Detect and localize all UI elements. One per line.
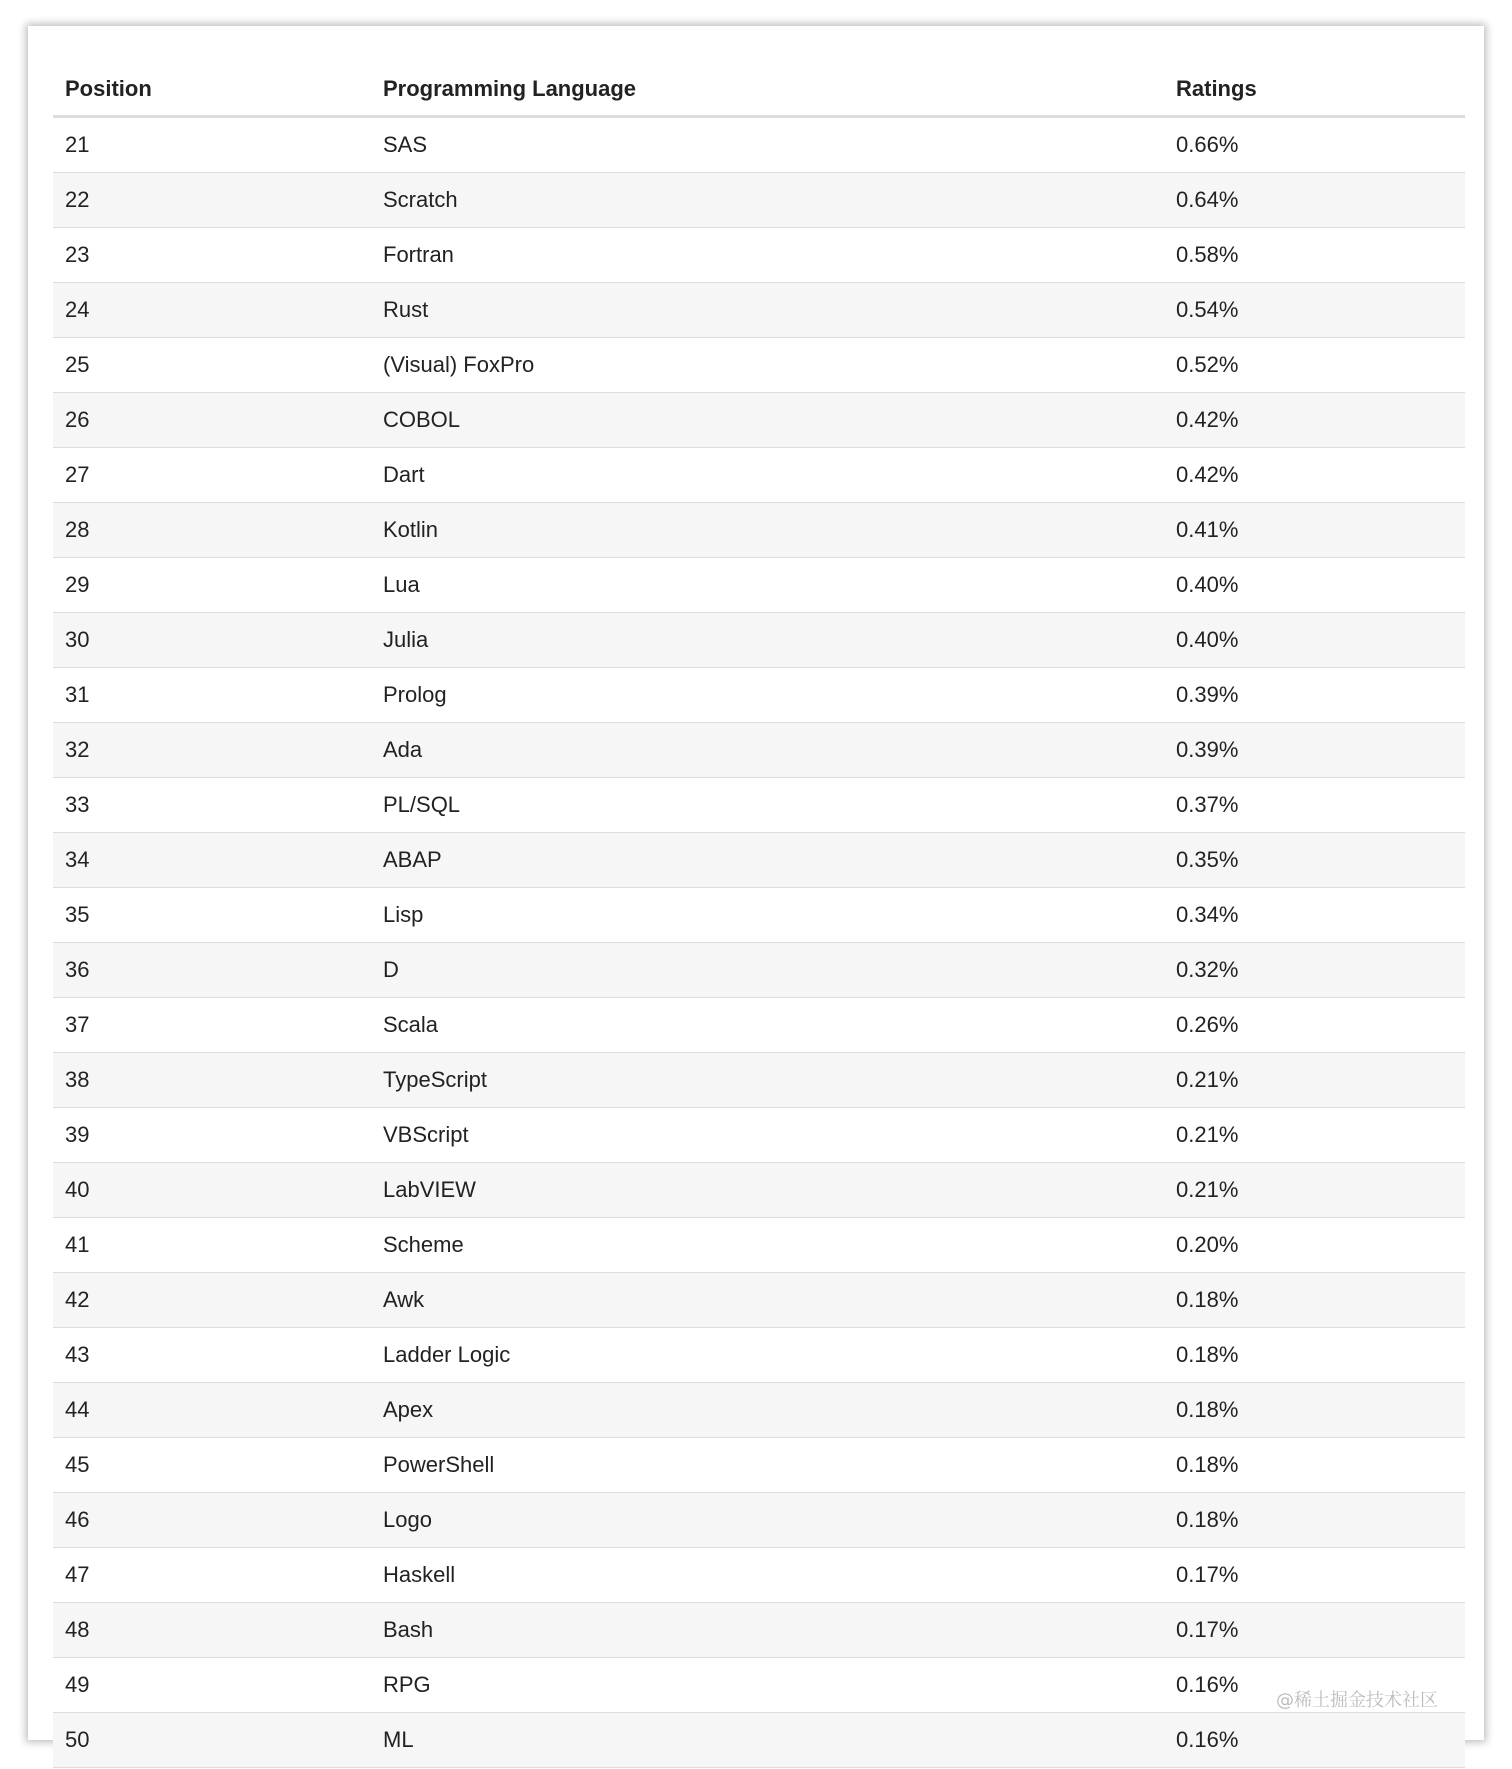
cell-programming-language: Scratch <box>371 173 1164 228</box>
cell-position: 43 <box>53 1328 371 1383</box>
cell-rating: 0.39% <box>1164 668 1465 723</box>
cell-position: 33 <box>53 778 371 833</box>
cell-position: 34 <box>53 833 371 888</box>
header-row <box>53 62 1465 117</box>
table-row <box>53 283 1465 338</box>
cell-programming-language: Ada <box>371 723 1164 778</box>
table-row <box>53 448 1465 503</box>
cell-position: 30 <box>53 613 371 668</box>
cell-rating: 0.18% <box>1164 1328 1465 1383</box>
cell-rating: 0.17% <box>1164 1603 1465 1658</box>
table-row <box>53 173 1465 228</box>
cell-position: 27 <box>53 448 371 503</box>
table-header <box>53 62 1465 117</box>
cell-rating: 0.39% <box>1164 723 1465 778</box>
cell-programming-language: SAS <box>371 117 1164 173</box>
cell-rating: 0.18% <box>1164 1493 1465 1548</box>
cell-position: 48 <box>53 1603 371 1658</box>
cell-rating: 0.64% <box>1164 173 1465 228</box>
table-row <box>53 558 1465 613</box>
watermark: @稀土掘金技术社区 <box>1276 1690 1438 1711</box>
cell-rating: 0.58% <box>1164 228 1465 283</box>
table-row <box>53 117 1465 173</box>
cell-position: 36 <box>53 943 371 998</box>
table-row <box>53 1108 1465 1163</box>
cell-programming-language: TypeScript <box>371 1053 1164 1108</box>
table-row <box>53 1383 1465 1438</box>
cell-position: 24 <box>53 283 371 338</box>
cell-programming-language: Prolog <box>371 668 1164 723</box>
cell-programming-language: COBOL <box>371 393 1164 448</box>
cell-programming-language: ABAP <box>371 833 1164 888</box>
cell-rating: 0.20% <box>1164 1218 1465 1273</box>
cell-position: 38 <box>53 1053 371 1108</box>
table-row <box>53 1053 1465 1108</box>
table-row <box>53 393 1465 448</box>
table-row <box>53 943 1465 998</box>
cell-rating: 0.42% <box>1164 448 1465 503</box>
cell-programming-language: Logo <box>371 1493 1164 1548</box>
cell-rating: 0.26% <box>1164 998 1465 1053</box>
cell-rating: 0.18% <box>1164 1383 1465 1438</box>
cell-position: 23 <box>53 228 371 283</box>
cell-position: 50 <box>53 1713 371 1768</box>
cell-programming-language: PL/SQL <box>371 778 1164 833</box>
language-ratings-table <box>53 62 1465 1768</box>
cell-position: 32 <box>53 723 371 778</box>
cell-rating: 0.21% <box>1164 1108 1465 1163</box>
table-row <box>53 1328 1465 1383</box>
cell-rating: 0.21% <box>1164 1163 1465 1218</box>
table-row <box>53 613 1465 668</box>
cell-rating: 0.37% <box>1164 778 1465 833</box>
cell-programming-language: VBScript <box>371 1108 1164 1163</box>
cell-position: 29 <box>53 558 371 613</box>
cell-programming-language: D <box>371 943 1164 998</box>
cell-programming-language: LabVIEW <box>371 1163 1164 1218</box>
cell-programming-language: Rust <box>371 283 1164 338</box>
cell-rating: 0.18% <box>1164 1273 1465 1328</box>
cell-rating: 0.41% <box>1164 503 1465 558</box>
table-row <box>53 1438 1465 1493</box>
cell-programming-language: Julia <box>371 613 1164 668</box>
cell-programming-language: Bash <box>371 1603 1164 1658</box>
cell-programming-language: Scala <box>371 998 1164 1053</box>
cell-position: 35 <box>53 888 371 943</box>
cell-rating: 0.32% <box>1164 943 1465 998</box>
table-body <box>53 117 1465 1768</box>
table-row <box>53 888 1465 943</box>
cell-programming-language: Fortran <box>371 228 1164 283</box>
table-row <box>53 778 1465 833</box>
cell-rating: 0.16% <box>1164 1658 1465 1713</box>
table-row <box>53 668 1465 723</box>
header-programming-language: Programming Language <box>371 62 1164 117</box>
header-ratings: Ratings <box>1164 62 1465 117</box>
cell-position: 21 <box>53 117 371 173</box>
cell-position: 39 <box>53 1108 371 1163</box>
cell-rating: 0.40% <box>1164 613 1465 668</box>
cell-position: 31 <box>53 668 371 723</box>
cell-rating: 0.40% <box>1164 558 1465 613</box>
table-row <box>53 1163 1465 1218</box>
table-row <box>53 1713 1465 1768</box>
ratings-card <box>28 26 1484 1752</box>
cell-programming-language: Awk <box>371 1273 1164 1328</box>
cell-position: 45 <box>53 1438 371 1493</box>
table-row <box>53 1273 1465 1328</box>
table-row <box>53 1493 1465 1548</box>
cell-programming-language: Ladder Logic <box>371 1328 1164 1383</box>
cell-rating: 0.21% <box>1164 1053 1465 1108</box>
cell-position: 42 <box>53 1273 371 1328</box>
cell-position: 47 <box>53 1548 371 1603</box>
cell-rating: 0.54% <box>1164 283 1465 338</box>
cell-programming-language: Apex <box>371 1383 1164 1438</box>
cell-rating: 0.52% <box>1164 338 1465 393</box>
cell-rating: 0.42% <box>1164 393 1465 448</box>
cell-position: 37 <box>53 998 371 1053</box>
table-row <box>53 998 1465 1053</box>
cell-programming-language: Lisp <box>371 888 1164 943</box>
cell-rating: 0.34% <box>1164 888 1465 943</box>
cell-position: 25 <box>53 338 371 393</box>
cell-programming-language: Dart <box>371 448 1164 503</box>
cell-position: 40 <box>53 1163 371 1218</box>
cell-position: 44 <box>53 1383 371 1438</box>
cell-rating: 0.16% <box>1164 1713 1465 1768</box>
cell-programming-language: PowerShell <box>371 1438 1164 1493</box>
table-row <box>53 228 1465 283</box>
table-row <box>53 338 1465 393</box>
cell-position: 26 <box>53 393 371 448</box>
header-position: Position <box>53 62 371 117</box>
cell-position: 46 <box>53 1493 371 1548</box>
cell-position: 22 <box>53 173 371 228</box>
table-row <box>53 833 1465 888</box>
cell-programming-language: Scheme <box>371 1218 1164 1273</box>
table-row <box>53 503 1465 558</box>
cell-rating: 0.17% <box>1164 1548 1465 1603</box>
cell-position: 28 <box>53 503 371 558</box>
cell-programming-language: Lua <box>371 558 1164 613</box>
cell-programming-language: Kotlin <box>371 503 1164 558</box>
cell-programming-language: RPG <box>371 1658 1164 1713</box>
cell-programming-language: (Visual) FoxPro <box>371 338 1164 393</box>
table-row <box>53 1603 1465 1658</box>
table-row <box>53 1548 1465 1603</box>
cell-position: 41 <box>53 1218 371 1273</box>
cell-rating: 0.18% <box>1164 1438 1465 1493</box>
table-row <box>53 723 1465 778</box>
table-row <box>53 1658 1465 1713</box>
cell-rating: 0.66% <box>1164 117 1465 173</box>
cell-position: 49 <box>53 1658 371 1713</box>
cell-programming-language: Haskell <box>371 1548 1164 1603</box>
cell-programming-language: ML <box>371 1713 1164 1768</box>
cell-rating: 0.35% <box>1164 833 1465 888</box>
table-row <box>53 1218 1465 1273</box>
